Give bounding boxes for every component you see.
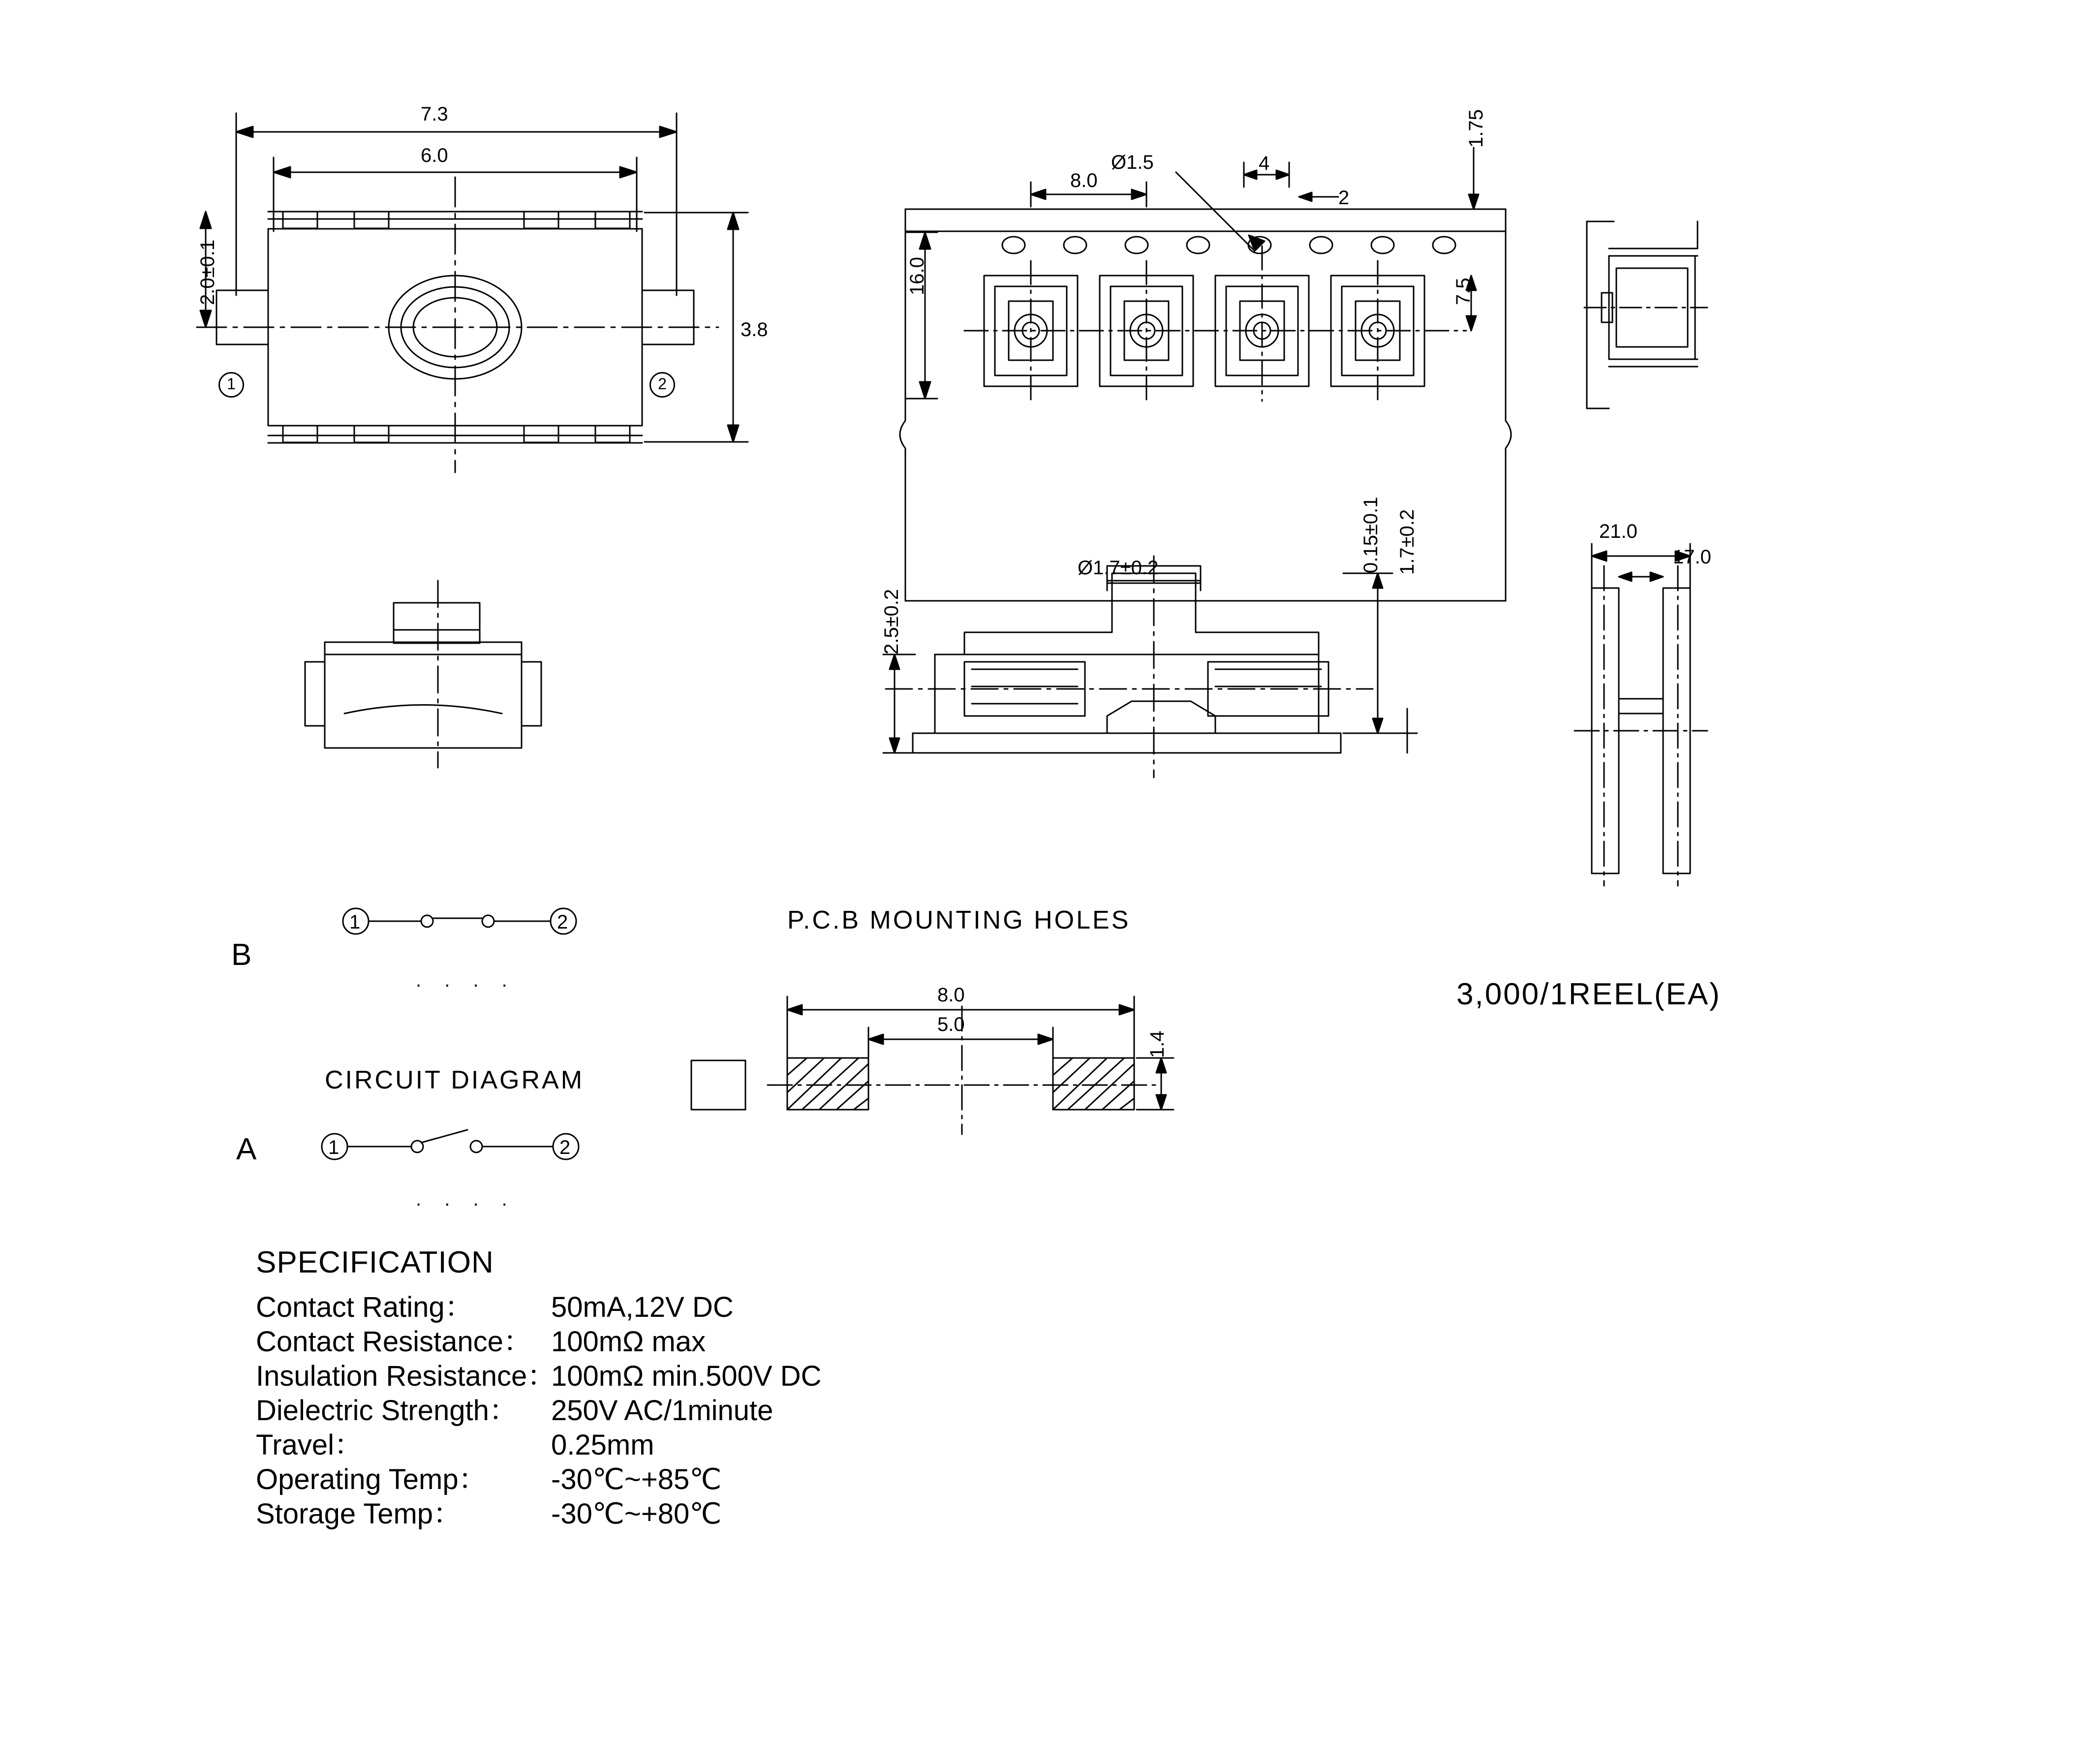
dim-overall-width: 7.3 (421, 103, 448, 125)
dim-pcb-outer-pitch: 8.0 (937, 984, 965, 1006)
pcb-pad-right (1053, 1058, 1134, 1110)
spec-value: -30℃~+80℃ (551, 1498, 722, 1530)
spec-value: 100mΩ min.500V DC (551, 1360, 822, 1392)
circuit-b-num-1: 1 (349, 911, 361, 933)
dim-plunger-diameter: Ø1.7±0.2 (1078, 557, 1159, 579)
spec-label: Operating Temp： (256, 1463, 487, 1495)
spec-value: 50mA,12V DC (551, 1291, 734, 1323)
specification-title: SPECIFICATION (256, 1245, 494, 1279)
spec-label: Storage Temp： (256, 1498, 462, 1530)
dim-total-height: 1.7±0.2 (1396, 509, 1418, 575)
top-view-terminal-1: 1 (218, 372, 244, 398)
circuit-type-b-label: B (231, 938, 253, 972)
dim-tape-width: 16.0 (906, 257, 928, 295)
dim-reel-width: 21.0 (1599, 521, 1637, 542)
dim-hole-diameter: Ø1.5 (1111, 152, 1154, 173)
circuit-a-dots: . . . . (416, 1188, 516, 1210)
circuit-a-num-1: 1 (328, 1137, 340, 1158)
spec-row (256, 1353, 1191, 1392)
dim-pocket-offset: 7.5 (1452, 278, 1474, 305)
spec-value: 250V AC/1minute (551, 1395, 773, 1427)
circuit-diagram-caption: CIRCUIT DIAGRAM (325, 1066, 585, 1094)
dim-reel-inner-width: 17.0 (1673, 546, 1711, 568)
spec-label: Dielectric Strength： (256, 1395, 518, 1427)
specification-block (256, 1245, 1191, 1530)
dim-pocket-2: 2 (1338, 187, 1350, 209)
dim-tape-pitch: 8.0 (1070, 170, 1098, 191)
dim-height-3-8: 3.8 (741, 319, 768, 341)
side-view-actuator (394, 603, 480, 643)
spec-value: -30℃~+85℃ (551, 1463, 722, 1495)
packing-note: 3,000/1REEL(EA) (1456, 977, 1721, 1011)
dim-pcb-inner-pitch: 5.0 (937, 1014, 965, 1035)
spec-label: Travel： (256, 1429, 363, 1461)
spec-label: Contact Rating： (256, 1291, 473, 1323)
dim-terminal-thickness: 0.15±0.1 (1360, 497, 1382, 573)
dim-pcb-pad-height: 1.4 (1146, 1030, 1168, 1058)
pcb-mounting-holes-caption: P.C.B MOUNTING HOLES (787, 906, 1131, 934)
spec-label: Insulation Resistance： (256, 1360, 556, 1392)
dim-tape-thickness: 1.75 (1465, 109, 1487, 148)
spec-value: 100mΩ max (551, 1326, 706, 1358)
spec-value: 0.25mm (551, 1429, 654, 1461)
spec-label: Contact Resistance： (256, 1326, 532, 1358)
dim-body-width: 6.0 (421, 145, 448, 166)
spec-row (256, 1284, 1191, 1323)
circuit-a-num-2: 2 (559, 1137, 571, 1158)
circuit-b-dots: . . . . (416, 969, 516, 991)
tape-sprocket-holes (1002, 237, 1455, 253)
pcb-ref-block (691, 1060, 745, 1110)
circuit-b-num-2: 2 (557, 911, 568, 933)
spec-row (256, 1491, 1191, 1530)
dim-pocket-4: 4 (1259, 153, 1270, 174)
circuit-type-a-label: A (236, 1132, 258, 1166)
top-view-terminal-2: 2 (649, 372, 675, 398)
dim-body-height: 2.5±0.2 (881, 589, 902, 654)
dim-left-vertical: 2.0±0.1 (197, 239, 218, 305)
spec-row (256, 1456, 1191, 1495)
pcb-pad-left (787, 1058, 868, 1110)
